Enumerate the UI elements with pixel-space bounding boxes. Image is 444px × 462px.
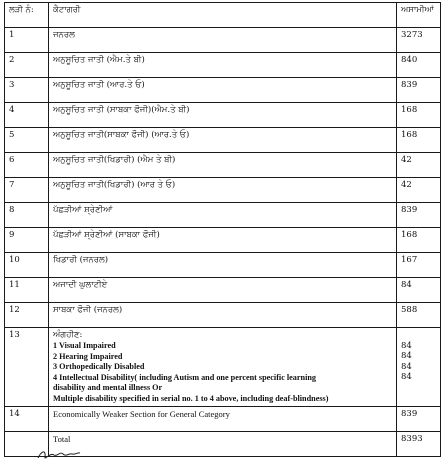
row-category: ਅਨੁਸੂਚਿਤ ਜਾਤੀ(ਖਿਡਾਰੀ) (ਆਰ ਤੇ ਓ) (49, 178, 397, 203)
disability-item: 2 Hearing Impaired (53, 351, 123, 361)
row-serial: 11 (5, 278, 49, 303)
disability-posts: 84 (401, 361, 412, 372)
table-row (5, 253, 441, 278)
row-posts: 840 (397, 53, 441, 78)
header-posts: ਅਸਾਮੀਆਂ (397, 3, 441, 28)
row-category: ਅਨੁਸੂਚਿਤ ਜਾਤੀ (ਐਮ.ਤੇ ਬੀ) (49, 53, 397, 78)
posts-spacer (401, 330, 436, 341)
disability-item-line: Multiple disability specified in serial no. 1 to 4 above, including deaf-blindness) (53, 393, 329, 403)
table-row-ews (5, 407, 441, 432)
row-posts: 167 (397, 253, 441, 278)
row-posts: 588 (397, 303, 441, 328)
row-serial: 2 (5, 53, 49, 78)
row-serial: 6 (5, 153, 49, 178)
disability-item: 1 Visual Impaired (53, 341, 116, 350)
table-row (5, 203, 441, 228)
table-row (5, 178, 441, 203)
row-category: Economically Weaker Section for General Category (49, 407, 397, 432)
disability-posts: 84 (401, 351, 412, 361)
row-serial: 14 (5, 407, 49, 432)
row-category: ਪੱਛੜੀਆਂ ਸ਼੍ਰੇਣੀਆਂ (49, 203, 397, 228)
disability-item: 3 Orthopedically Disabled (53, 362, 145, 371)
table-row (5, 278, 441, 303)
disability-posts: 84 (401, 340, 412, 351)
row-serial: 7 (5, 178, 49, 203)
table-row (5, 303, 441, 328)
row-category: ਅਨੁਸੂਚਿਤ ਜਾਤੀ (ਸਾਬਕਾ ਫੌਜੀ)(ਐਮ.ਤੇ ਬੀ) (49, 103, 397, 128)
row-serial: 13 (5, 328, 49, 407)
row-posts: 839 (397, 78, 441, 103)
row-serial: 3 (5, 78, 49, 103)
row-category: ਅਨੁਸੂਚਿਤ ਜਾਤੀ(ਖਿਡਾਰੀ) (ਐਮ ਤੇ ਬੀ) (49, 153, 397, 178)
row-serial: 8 (5, 203, 49, 228)
row-posts: 839 (397, 407, 441, 432)
header-serial: ਲੜੀ ਨੰ: (5, 3, 49, 28)
header-category: ਕੈਟਾਗਰੀ (49, 3, 397, 28)
row-posts: 84 (397, 278, 441, 303)
row-posts: 168 (397, 128, 441, 153)
row-serial: 9 (5, 228, 49, 253)
row-posts: 168 (397, 103, 441, 128)
table-row (5, 153, 441, 178)
row-serial: 4 (5, 103, 49, 128)
row-category: ਅਜਾਦੀ ਘੁਲਾਟੀਏ (49, 278, 397, 303)
table-row (5, 78, 441, 103)
row-posts: 839 (397, 203, 441, 228)
row-serial: 12 (5, 303, 49, 328)
table-row-disabled (5, 328, 441, 407)
disability-item-line: disability and mental illness Or (53, 383, 163, 392)
row-category: ਸਾਬਕਾ ਫੌਜੀ (ਜਨਰਲ) (49, 303, 397, 328)
total-posts: 8393 (397, 432, 441, 457)
row-posts (397, 328, 441, 407)
table-header-row (5, 3, 441, 28)
row-posts: 168 (397, 228, 441, 253)
table-row (5, 103, 441, 128)
row-category (49, 328, 397, 407)
row-category: ਅਨੁਸੂਚਿਤ ਜਾਤੀ (ਆਰ.ਤੇ ਓ) (49, 78, 397, 103)
table-row (5, 53, 441, 78)
row-serial: 1 (5, 28, 49, 53)
total-label: Total (49, 432, 397, 457)
row-posts: 3273 (397, 28, 441, 53)
vacancy-table (4, 2, 441, 457)
row-category: ਪੱਛੜੀਆਂ ਸ਼੍ਰੇਣੀਆਂ (ਸਾਬਕਾ ਫੌਜੀ) (49, 228, 397, 253)
row-category: ਜਨਰਲ (49, 28, 397, 53)
row-serial: 10 (5, 253, 49, 278)
disability-posts: 84 (401, 372, 412, 382)
table-row (5, 28, 441, 53)
table-row (5, 228, 441, 253)
row-serial: 5 (5, 128, 49, 153)
row-posts: 42 (397, 153, 441, 178)
disabled-heading: ਅੰਗਹੀਣ: (53, 330, 83, 340)
row-category: ਅਨੁਸੂਚਿਤ ਜਾਤੀ(ਸਾਬਕਾ ਫੌਜੀ) (ਆਰ.ਤੇ ਓ) (49, 128, 397, 153)
table-row (5, 128, 441, 153)
signature-image (36, 448, 82, 462)
disability-item-line: 4 Intellectual Disability( including Autism and one percent specific learning (53, 372, 316, 382)
row-category: ਖਿਡਾਰੀ (ਜਨਰਲ) (49, 253, 397, 278)
row-posts: 42 (397, 178, 441, 203)
